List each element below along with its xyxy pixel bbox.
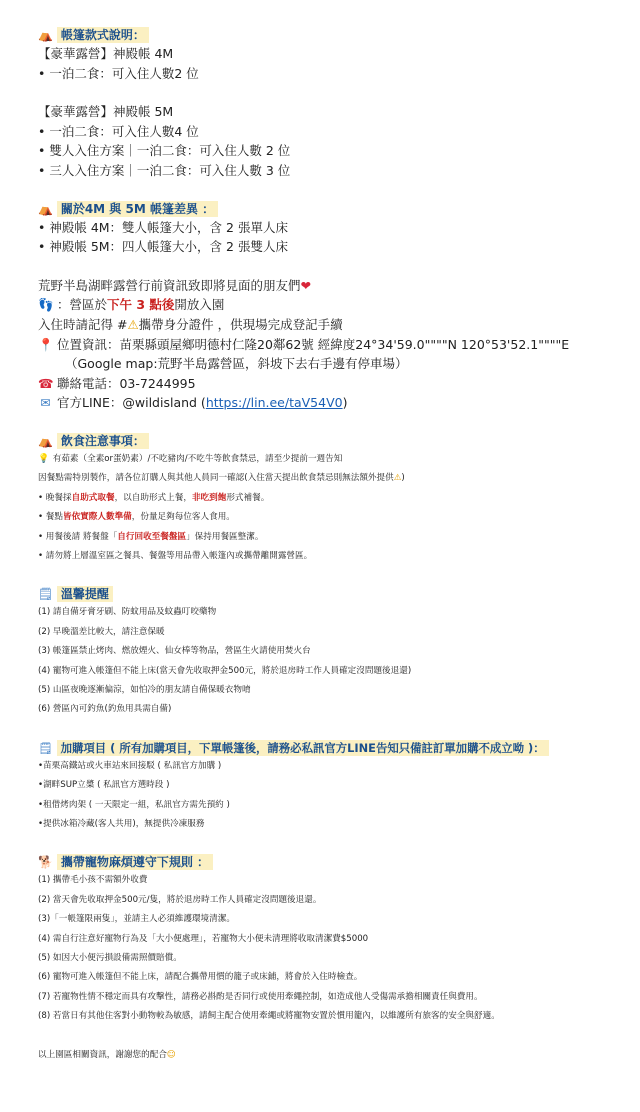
warning-icon: ⚠ — [393, 473, 402, 484]
checkin-pre: ：營區於 — [56, 297, 107, 313]
list-item: (5) 如因大小便污損設備需照價賠償。 — [38, 953, 182, 964]
tent-5m-plan-2: • 雙人入住方案｜一泊二食：可入住人數 2 位 — [38, 143, 291, 159]
addons-heading — [38, 739, 620, 757]
list-item: (4) 寵物可進入帳篷但不能上床(當天會先收取押金500元，將於退房時工作人員確定沒問題後退還) — [38, 665, 412, 676]
list-item: (5) 山區夜晚逐漸偏涼，如怕冷的朋友請自備保暖衣物唷 — [38, 684, 251, 695]
tent-diff-title: 關於4M 與 5M 帳篷差異 ： — [57, 201, 218, 217]
footprints-icon: 👣 — [38, 297, 54, 313]
id-post: 攜帶身分證件 ，供現場完成登記手續 — [138, 316, 343, 332]
smile-icon: ☺ — [166, 1049, 176, 1060]
list-item: (4) 需自行注意好寵物行為及「大小便處理」，若寵物大小便未清理將收取清潔費$5000 — [38, 933, 369, 944]
list-item: •湖畔SUP立槳 ( 私訊官方選時段 ) — [38, 780, 170, 791]
list-item: •租借烤肉架 ( 一天限定一組，私訊官方需先預約 ) — [38, 799, 230, 810]
tips-heading — [38, 585, 620, 603]
food-l3-c: ，以自助形式上餐， — [114, 492, 192, 503]
food-line-1 — [38, 450, 620, 469]
tent-styles-title: 帳篷款式說明： — [57, 27, 149, 43]
location-pin-icon: 📍 — [38, 336, 54, 352]
heart-icon: ❤ — [300, 277, 311, 293]
closing-line — [38, 1046, 620, 1065]
tent-5m-plan-1: • 一泊二食：可入住人數4 位 — [38, 123, 199, 139]
checkin-time: 下午 3 點後 — [107, 297, 175, 313]
tent-5m-plan-3: • 三人入住方案｜一泊二食：可入住人數 3 位 — [38, 162, 291, 178]
tent-5m-title: 【豪華露營】神殿帳 5M — [38, 104, 174, 120]
line-post: ) — [342, 395, 348, 411]
list-item: •苗栗高鐵站或火車站來回接駁 ( 私訊官方加購 ) — [38, 760, 222, 771]
lightbulb-icon: 💡 — [38, 453, 50, 464]
tent-4m-plan: • 一泊二食：可入住人數2 位 — [38, 65, 199, 81]
food-l3-e: 形式補餐。 — [226, 492, 270, 503]
pets-title: 攜帶寵物麻煩遵守下規則 ： — [57, 854, 213, 870]
food-line-2 — [38, 469, 620, 488]
list-item: (1) 請自備牙膏牙刷、防蚊用品及蚊蟲叮咬藥物 — [38, 607, 217, 618]
food-l5-b: 自行回收至餐盤區 — [117, 531, 187, 542]
food-l5-a: • 用餐後請 將餐盤「 — [38, 531, 118, 542]
tent-diff-4m: • 神殿帳 4M：雙人帳篷大小，含 2 張單人床 — [38, 219, 288, 235]
tent-icon: ⛺ — [38, 433, 53, 448]
list-item: (7) 若寵物性情不穩定而具有攻擊性，請務必斟酌是否同行或使用牽繩控制，如造成他人受傷需承擔相關責任與費用。 — [38, 991, 483, 1002]
warning-icon: ⚠ — [127, 316, 139, 332]
food-l4-c: ，份量足夠每位客人食用。 — [131, 512, 235, 523]
tent-icon: ⛺ — [38, 201, 53, 216]
list-item: •提供冰箱冷藏(客人共用)，無提供冷凍服務 — [38, 819, 205, 829]
location-line — [38, 335, 620, 355]
closing-text: 以上園區相關資訊，謝謝您的配合 — [38, 1049, 167, 1060]
list-item: (2) 當天會先收取押金500元/隻，將於退房時工作人員確定沒問題後退還。 — [38, 894, 322, 905]
memo-icon: 🗒 — [38, 587, 54, 602]
food-l4-b: 皆依實際人數準備 — [63, 512, 132, 523]
tent-styles-heading — [38, 26, 620, 44]
dog-icon: 🐕 — [38, 855, 53, 870]
checkin-post: 開放入園 — [174, 297, 225, 313]
phone-line — [38, 374, 620, 394]
list-item: (2) 早晚溫差比較大，請注意保暖 — [38, 626, 165, 637]
food-heading — [38, 432, 620, 450]
addons-title: 加購項目 ( 所有加購項目，下單帳篷後，請務必私訊官方LINE告知只備註訂單加購不成立呦 )： — [57, 740, 549, 756]
checkin-line — [38, 295, 620, 315]
list-item: (3)「一帳篷限兩隻」，並請主人必須維護環境清潔。 — [38, 914, 235, 925]
food-line-3 — [38, 489, 620, 508]
food-l3-d: 非吃到飽 — [191, 492, 227, 503]
phone-text: 聯絡電話：03-7244995 — [56, 375, 196, 391]
food-l2: 因餐點需特別製作，請各位訂購人與其他人員同一確認(入住當天提出飲食禁忌則無法額外提供 — [38, 473, 394, 484]
food-title: 飲食注意事項： — [57, 433, 149, 449]
greeting — [38, 276, 620, 296]
food-l1: 有茹素（全素or蛋奶素）/不吃豬肉/不吃牛等飲食禁忌，請至少提前一週告知 — [52, 453, 343, 464]
line-account — [38, 393, 620, 413]
map-line: （Google map:荒野半島露營區，斜坡下去右手邊有停車場） — [65, 356, 408, 372]
tent-diff-heading — [38, 200, 620, 218]
food-line-5 — [38, 528, 620, 547]
tent-4m-title: 【豪華露營】神殿帳 4M — [38, 46, 174, 61]
location-text: 位置資訊：苗栗縣頭屋鄉明德村仁隆20鄰62號 經緯度24°34'59.0""""N 120°53'52.1""""E — [56, 336, 570, 352]
phone-icon: ☎ — [38, 375, 54, 391]
memo-icon: 🗒 — [38, 740, 53, 755]
food-l3-b: 自助式取餐 — [71, 492, 115, 503]
food-l2-end: ) — [401, 473, 405, 484]
line-link[interactable]: https://lin.ee/taV54V0 — [205, 395, 343, 411]
greeting-text: 荒野半島湖畔露營行前資訊致即將見面的朋友們 — [38, 277, 301, 293]
list-item: (8) 若當日有其他住客對小動物較為敏感，請飼主配合使用牽繩或將寵物安置於慣用籠內，以維護所有旅客的安全與舒適。 — [38, 1011, 500, 1022]
envelope-icon: ✉ — [40, 395, 51, 411]
tips-title: 溫馨提醒 — [57, 586, 113, 602]
id-reminder — [38, 315, 620, 335]
list-item: (6) 寵物可進入帳篷但不能上床，請配合攜帶用慣的籠子或床鋪，將會於入住時檢查。 — [38, 972, 363, 983]
id-pre: 入住時請記得 # — [38, 316, 128, 332]
list-item: (1) 攜帶毛小孩不需額外收費 — [38, 875, 148, 886]
list-item: (3) 帳篷區禁止烤肉、燃放煙火、仙女棒等物品，營區生火請使用焚火台 — [38, 646, 311, 657]
list-item: (6) 營區內可釣魚(釣魚用具需自備) — [38, 704, 172, 715]
food-l4-a: • 餐點 — [38, 512, 63, 523]
food-l3-a: • 晚餐採 — [38, 492, 72, 503]
food-line-4 — [38, 508, 620, 527]
tent-diff-5m: • 神殿帳 5M：四人帳篷大小，含 2 張雙人床 — [38, 239, 288, 255]
food-l5-c: 」保持用餐區整潔。 — [186, 531, 264, 542]
line-pre: 官方LINE：@wildisland ( — [56, 395, 206, 411]
pets-heading — [38, 853, 620, 871]
tent-icon: ⛺ — [38, 28, 53, 42]
food-line-6: • 請勿將上層溫室區之餐具、餐盤等用品帶入帳篷內或攜帶離開露營區。 — [38, 550, 313, 561]
